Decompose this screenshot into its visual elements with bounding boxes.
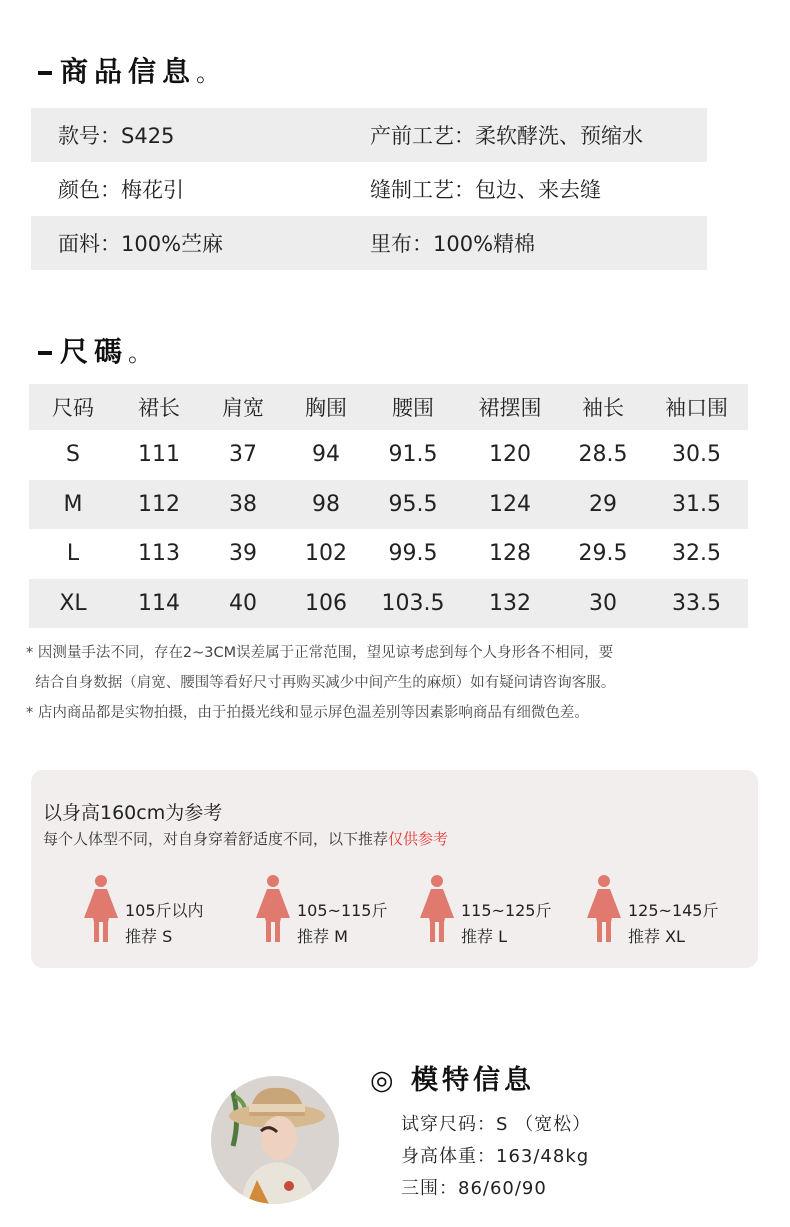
reference-recommend: 推荐 XL: [628, 927, 685, 946]
cell: 103.5: [367, 579, 459, 629]
model-measurements: 三围：86/60/90: [401, 1178, 547, 1199]
table-row: [29, 480, 748, 530]
cell: 39: [229, 541, 257, 567]
cell: 111: [138, 442, 180, 468]
model-photo: [211, 1076, 339, 1204]
product-info-block: [31, 108, 707, 270]
cell: 30: [561, 579, 645, 629]
header-length: 裙长: [117, 384, 201, 430]
cell: 114: [117, 579, 201, 629]
cell: 132: [459, 579, 561, 629]
header-waist: 腰围: [367, 384, 459, 430]
cell-size: XL: [29, 579, 117, 629]
reference-title: 以身高160cm为参考: [43, 802, 223, 824]
cell: 113: [138, 541, 180, 567]
header-bust: 胸围: [285, 384, 367, 430]
model-size: 试穿尺码：S （宽松）: [401, 1114, 592, 1135]
title-dash: [38, 71, 52, 75]
note-line: * 因测量手法不同，存在2~3CM误差属于正常范围，望见谅考虑到每个人身形各不相同，要: [26, 645, 614, 661]
info-pre-process: 产前工艺：柔软酵洗、预缩水: [370, 124, 643, 148]
title-dash: [38, 351, 52, 355]
note-line: * 店内商品都是实物拍摄，由于拍摄光线和显示屏色温差别等因素影响商品有细微色差。: [26, 705, 589, 721]
cell: 40: [201, 579, 285, 629]
woman-figure-icon: [586, 874, 622, 944]
cell: 29: [561, 480, 645, 530]
cell-size: M: [29, 480, 117, 530]
woman-figure-icon: [255, 874, 291, 944]
cell: 91.5: [388, 442, 438, 468]
info-row: [31, 216, 707, 270]
reference-recommend: 推荐 L: [461, 927, 508, 946]
size-notes: [26, 638, 615, 728]
info-row: [31, 162, 707, 216]
product-info-title: 商品信息。: [38, 50, 220, 90]
model-info-title: ◎ 模特信息: [370, 1065, 535, 1096]
header-size: 尺码: [29, 384, 117, 430]
size-reference-card: [31, 770, 758, 968]
cell: 28.5: [578, 442, 628, 468]
info-sewing: 缝制工艺：包边、来去缝: [370, 178, 601, 202]
cell: 120: [489, 442, 531, 468]
cell: 99.5: [388, 541, 438, 567]
cell: 128: [489, 541, 531, 567]
cell: 29.5: [578, 541, 628, 567]
info-fabric: 面料：100%苎麻: [58, 232, 224, 256]
cell: 98: [285, 480, 367, 530]
reference-weight: 105~115斤: [297, 901, 388, 920]
table-row: [29, 430, 748, 480]
info-lining: 里布：100%精棉: [370, 232, 536, 256]
size-section-title: 尺碼。: [38, 330, 152, 370]
size-table: [29, 384, 748, 628]
woman-figure-icon: [419, 874, 455, 944]
reference-recommend: 推荐 M: [297, 927, 348, 946]
header-shoulder: 肩宽: [201, 384, 285, 430]
cell: 33.5: [645, 579, 748, 629]
model-height-weight: 身高体重：163/48kg: [401, 1146, 590, 1167]
header-hem: 裙摆围: [459, 384, 561, 430]
cell-size: S: [66, 442, 80, 468]
reference-weight: 105斤以内: [125, 901, 204, 920]
cell: 30.5: [672, 442, 721, 468]
reference-highlight: 仅供参考: [388, 830, 449, 848]
reference-recommend: 推荐 S: [125, 927, 173, 946]
cell: 32.5: [672, 541, 721, 567]
table-row: [29, 529, 748, 579]
cell: 124: [459, 480, 561, 530]
note-line: 结合自身数据（肩宽、腰围等看好尺寸再购买减少中间产生的麻烦）如有疑问请咨询客服。: [26, 675, 616, 691]
cell: 94: [312, 442, 340, 468]
header-sleeve: 袖长: [561, 384, 645, 430]
info-color: 颜色：梅花引: [58, 178, 184, 202]
reference-weight: 125~145斤: [628, 901, 719, 920]
cell: 37: [229, 442, 257, 468]
cell: 31.5: [645, 480, 748, 530]
table-row: [29, 579, 748, 629]
cell: 38: [201, 480, 285, 530]
woman-figure-icon: [83, 874, 119, 944]
reference-weight: 115~125斤: [461, 901, 552, 920]
cell-size: L: [66, 541, 80, 567]
cell: 95.5: [367, 480, 459, 530]
cell: 102: [305, 541, 347, 567]
header-cuff: 袖口围: [645, 384, 748, 430]
reference-subtitle: 每个人体型不同，对自身穿着舒适度不同，以下推荐仅供参考: [43, 830, 449, 848]
info-style-number: 款号：S425: [58, 124, 175, 148]
size-table-header: [29, 384, 748, 430]
cell: 106: [285, 579, 367, 629]
cell: 112: [117, 480, 201, 530]
info-row: [31, 108, 707, 162]
